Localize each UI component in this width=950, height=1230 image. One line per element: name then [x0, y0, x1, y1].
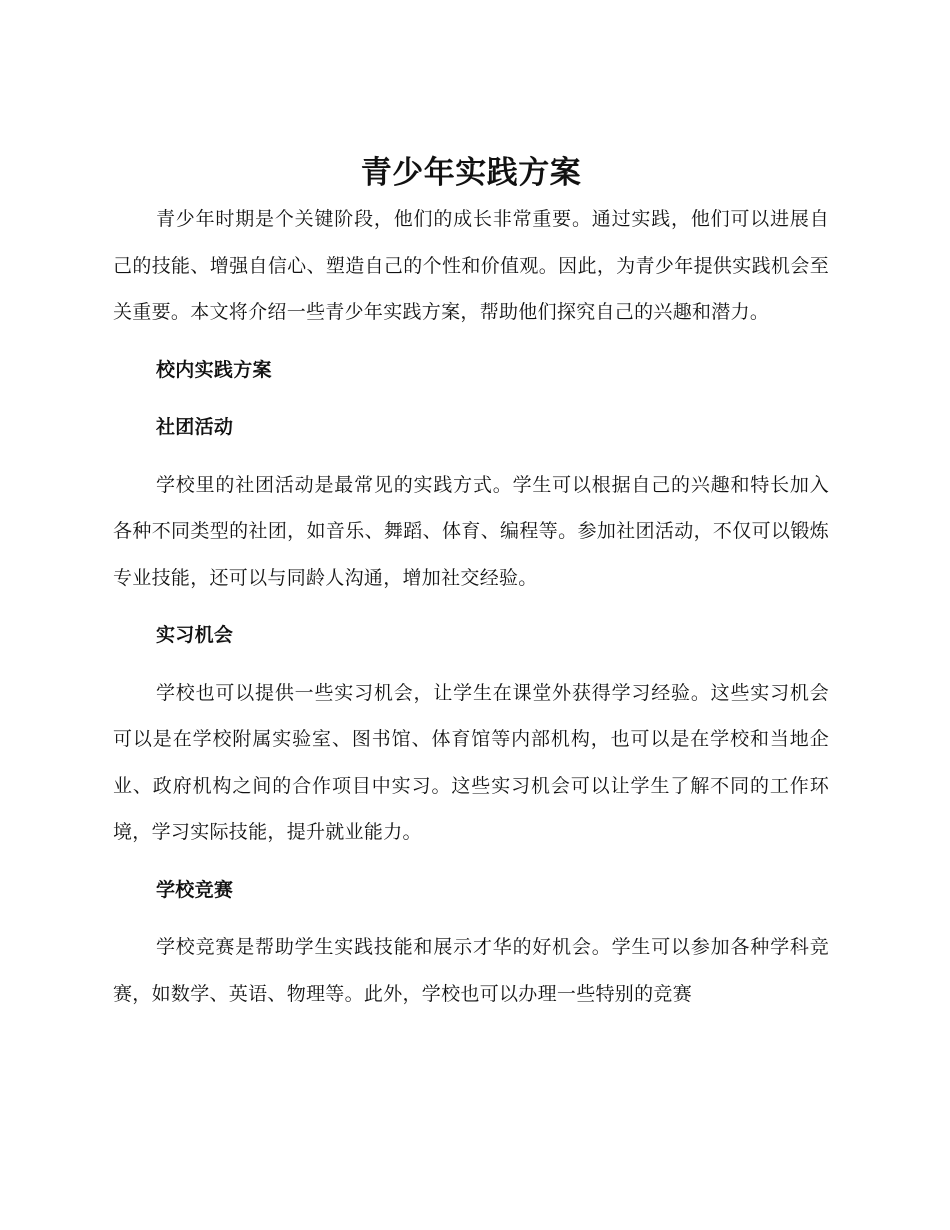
document-title: 青少年实践方案 — [360, 155, 582, 191]
document-page — [113, 150, 829, 1017]
intro-paragraph: 青少年时期是个关键阶段，他们的成长非常重要。通过实践，他们可以进展自己的技能、增强自信心、塑造自己的个性和价值观。因此，为青少年提供实践机会至关重要。本文将介绍一些青少年实践方案，帮助他们探究自己的兴趣和潜力。 — [113, 208, 829, 323]
competition-heading: 学校竞赛 — [156, 878, 234, 901]
spacer — [113, 601, 829, 612]
internship-paragraph: 学校也可以提供一些实习机会，让学生在课堂外获得学习经验。这些实习机会可以是在学校附属实验室、图书馆、体育馆等内部机构，也可以是在学校和当地企业、政府机构之间的合作项目中实习。这些实习机会可以让学生了解不同的工作环境，学习实际技能，提升就业能力。 — [113, 681, 829, 843]
section-heading: 校内实践方案 — [156, 358, 272, 381]
spacer — [113, 451, 829, 462]
spacer — [113, 659, 829, 670]
spacer — [113, 913, 829, 924]
spacer — [113, 393, 829, 404]
club-heading: 社团活动 — [156, 416, 234, 438]
spacer — [113, 336, 829, 347]
competition-paragraph: 学校竞赛是帮助学生实践技能和展示才华的好机会。学生可以参加各种学科竞赛，如数学、英语、物理等。此外，学校也可以办理一些特别的竞赛 — [113, 936, 829, 1005]
internship-heading: 实习机会 — [156, 624, 234, 646]
club-paragraph: 学校里的社团活动是最常见的实践方式。学生可以根据自己的兴趣和特长加入各种不同类型的社团，如音乐、舞蹈、体育、编程等。参加社团活动，不仅可以锻炼专业技能，还可以与同龄人沟通，增加社交经验。 — [113, 473, 829, 589]
spacer — [113, 856, 829, 867]
